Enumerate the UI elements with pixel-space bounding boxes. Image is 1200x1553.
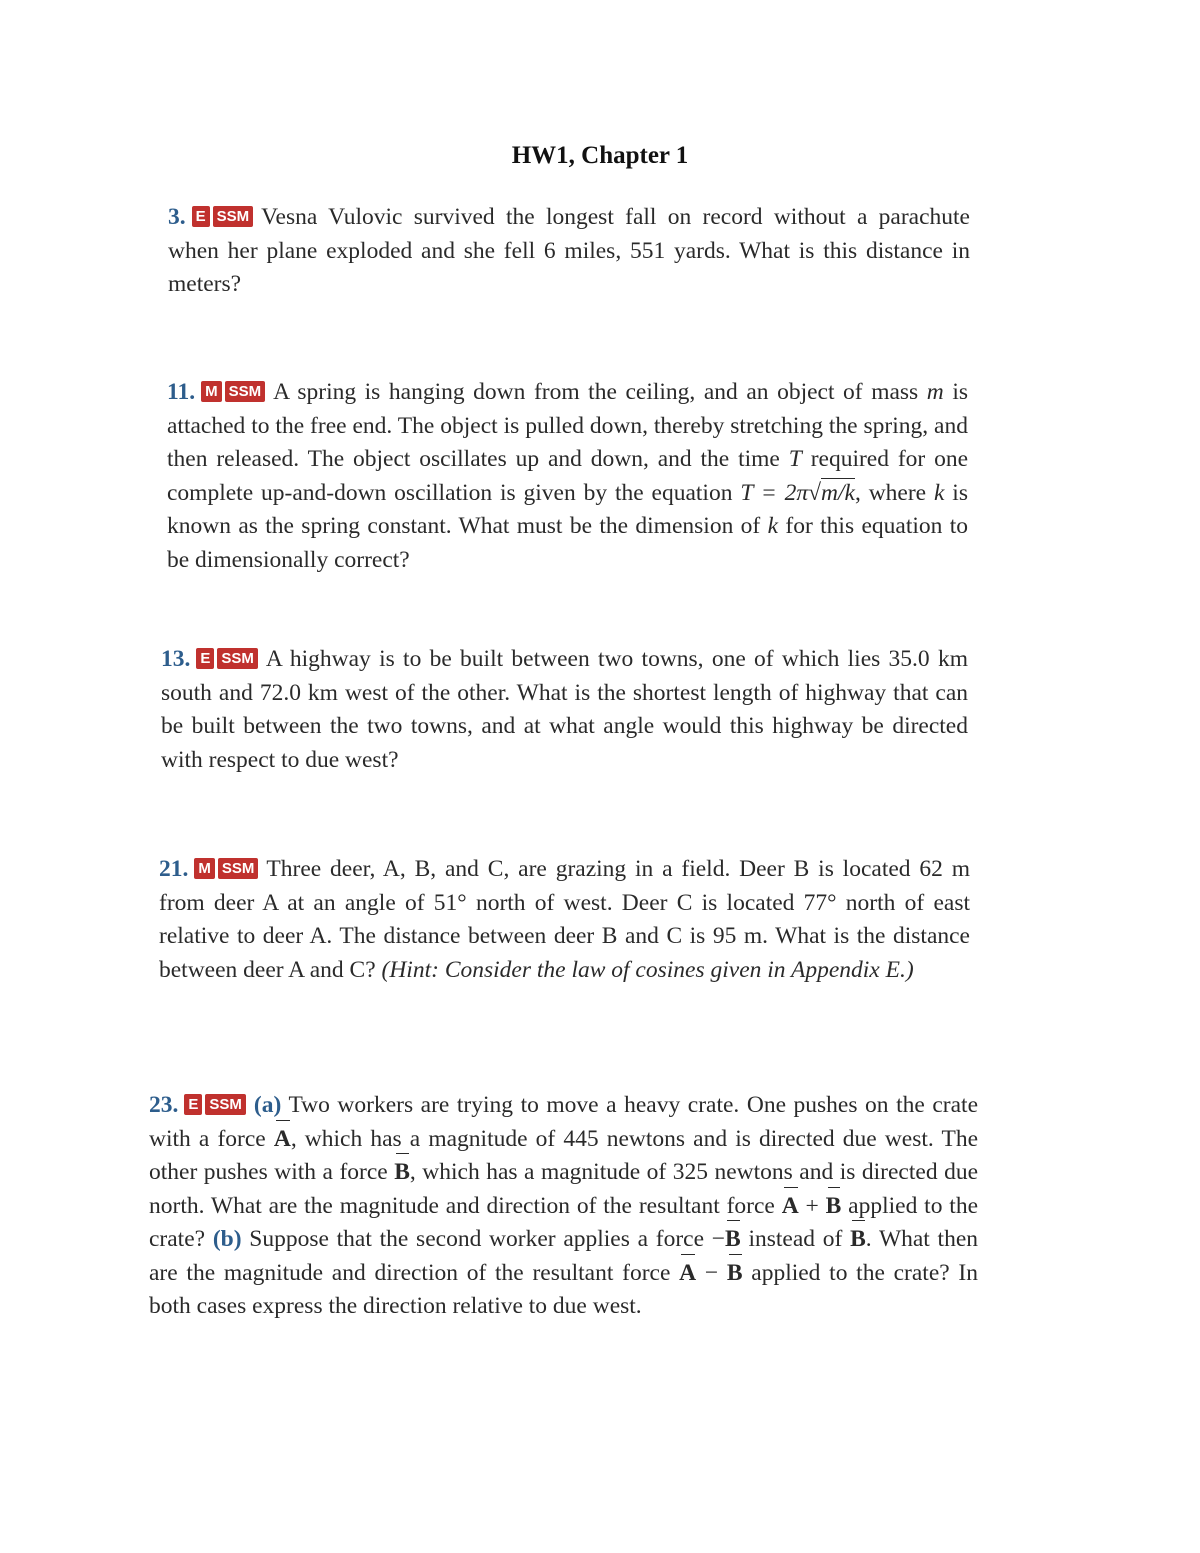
ssm-badge: SSM — [217, 648, 258, 669]
minus-sign: − — [704, 1259, 719, 1286]
problem-text: A spring is hanging down from the ceiling, and an object of mass — [273, 379, 919, 405]
minus-sign: − — [711, 1226, 726, 1252]
problem-text: Vesna Vulovic survived the longest fall on record without a parachute when her plane exploded and she fell 6 miles, 551 yards. What is this distance in meters? — [168, 204, 970, 297]
problem-text: , which has a magnitude of 445 newtons and is directed due west. The other pushes with a force — [149, 1125, 978, 1185]
problem-text: instead of — [748, 1226, 843, 1252]
difficulty-badge: M — [201, 381, 222, 402]
variable-T: T — [788, 446, 802, 472]
problem-text: . What then are the magnitude and direction of the resultant force — [149, 1226, 979, 1286]
problem-23 — [149, 1089, 978, 1324]
problem-text: A highway is to be built between two towns, one of which lies 35.0 km south and 72.0 km west of the other. What is the shortest length of highway that can be built between the two towns, and at what angle would this highway be directed with respect to due west? — [161, 646, 968, 773]
problem-number: 23. — [149, 1092, 179, 1118]
problem-3 — [168, 201, 970, 302]
difficulty-badge: E — [184, 1094, 202, 1115]
ssm-badge: SSM — [218, 858, 259, 879]
problem-text: Three deer, A, B, and C, are grazing in a field. Deer B is located 62 m from deer A at an angle of 51° north of west. Deer C is located 77° north of east relative to deer A. The distance between deer B and C is 95 m. What is the distance between deer A and C? — [159, 856, 970, 983]
vector-A: A — [782, 1190, 799, 1224]
plus-sign: + — [805, 1192, 819, 1219]
difficulty-badge: M — [194, 858, 215, 879]
problem-text: , which has a magnitude of 325 newtons and is directed due north. What are the magnitude and direction of the resultant force — [149, 1159, 978, 1219]
equation-lhs: T = 2π — [740, 479, 809, 506]
problem-text: Two workers are trying to move a heavy crate. One pushes on the crate with a force — [149, 1092, 978, 1152]
problem-text: applied to the crate? — [149, 1192, 979, 1252]
problem-number: 3. — [168, 204, 186, 230]
vector-B: B — [850, 1223, 866, 1257]
vector-B: B — [394, 1156, 410, 1190]
problem-13 — [161, 643, 968, 777]
vector-B: B — [725, 1223, 741, 1257]
difficulty-badge: E — [196, 648, 214, 669]
difficulty-badge: E — [192, 206, 210, 227]
vector-B: B — [826, 1190, 842, 1224]
variable-m: m — [926, 379, 944, 405]
problem-number: 13. — [161, 646, 191, 672]
problem-text: Suppose that the second worker applies a force — [249, 1226, 705, 1252]
variable-k: k — [767, 513, 779, 539]
vector-A: A — [679, 1257, 696, 1291]
ssm-badge: SSM — [213, 206, 254, 227]
problem-text: is attached to the free end. The object is pulled down, thereby stretching the spring, and then released. The object oscillates up and down, and the time — [167, 379, 968, 472]
ssm-badge: SSM — [225, 381, 266, 402]
problem-number: 11. — [167, 379, 196, 405]
vector-A: A — [274, 1123, 291, 1157]
sqrt-icon: √ — [808, 479, 822, 506]
problem-text: is known as the spring constant. What must be the dimension of — [167, 479, 968, 539]
part-b-label: (b) — [212, 1226, 242, 1252]
problem-text: for this equation to be dimensionally correct? — [167, 513, 969, 573]
ssm-badge: SSM — [205, 1094, 246, 1115]
problem-21 — [159, 853, 970, 987]
vector-B: B — [727, 1257, 743, 1291]
problem-11 — [167, 376, 968, 577]
hint-text: (Hint: Consider the law of cosines given in Appendix E.) — [381, 956, 914, 983]
problem-number: 21. — [159, 856, 189, 882]
problem-text: required for one complete up-and-down oscillation is given by the equation — [167, 446, 969, 506]
equation-radicand: m/k — [821, 479, 855, 506]
page-title: HW1, Chapter 1 — [511, 142, 689, 169]
problem-text: applied to the crate? In both cases express the direction relative to due west. — [149, 1259, 979, 1319]
variable-k: k — [933, 479, 945, 506]
part-a-label: (a) — [253, 1092, 282, 1118]
problem-text: , where — [854, 479, 927, 506]
